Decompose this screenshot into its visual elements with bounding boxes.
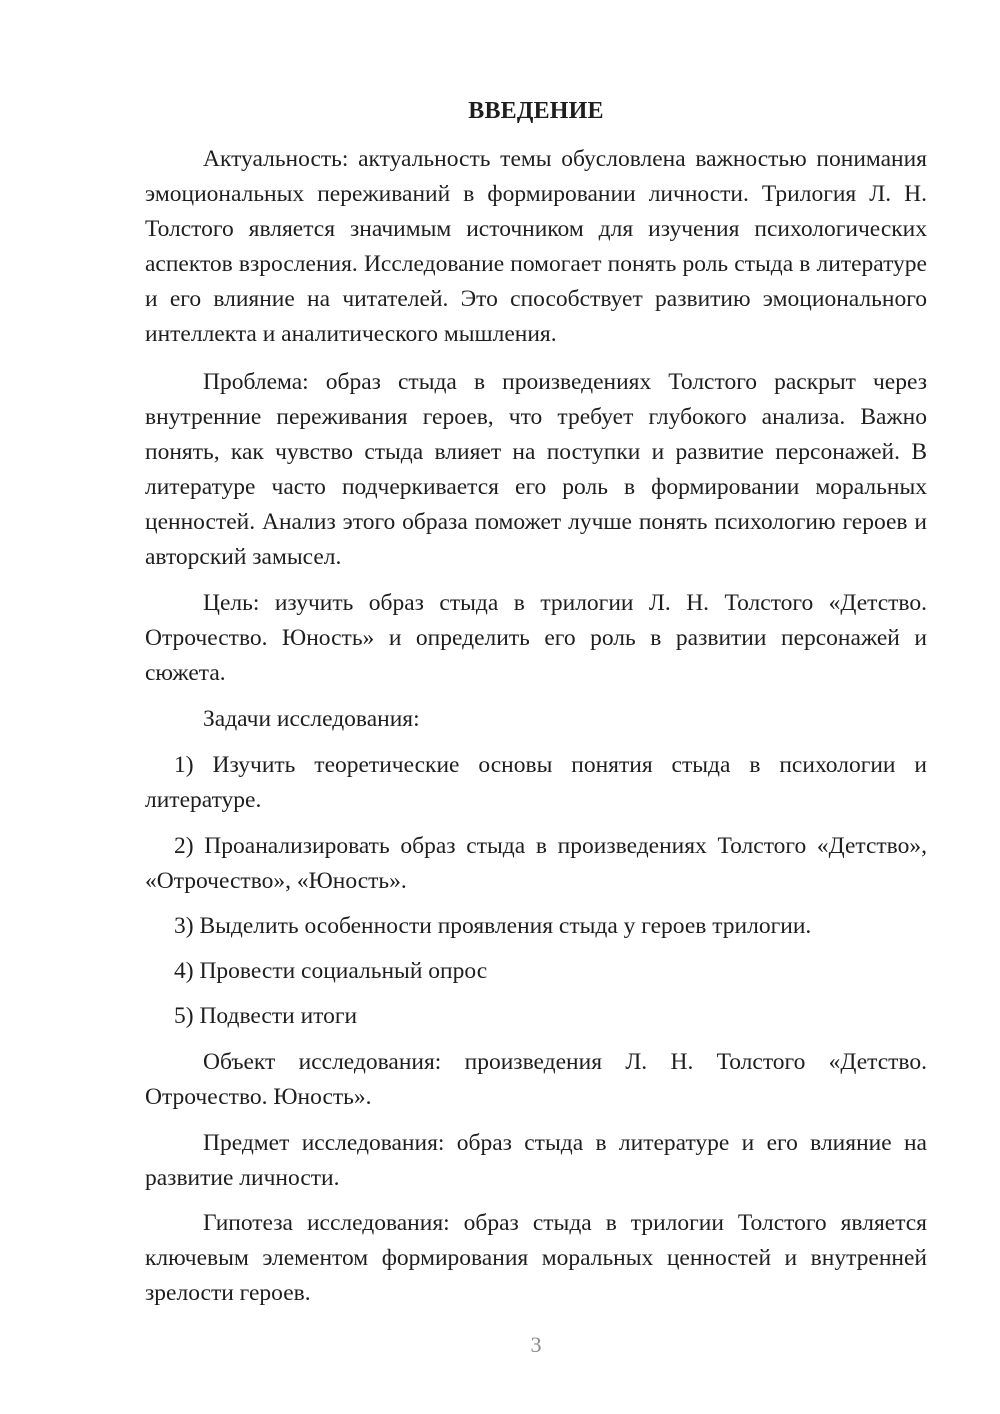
task-item-1: 1) Изучить теоретические основы понятия стыда в психологии и литературе.: [145, 752, 927, 813]
page-number: 3: [530, 1332, 542, 1357]
task-item-2: 2) Проанализировать образ стыда в произведениях Толстого «Детство», «Отрочество», «Юность».: [145, 833, 927, 894]
problem-paragraph: Проблема: образ стыда в произведениях Толстого раскрыт через внутренние переживания героев, что требует глубокого анализа. Важно понять, как чувство стыда влияет на поступки и развитие персонажей. В литературе часто подчеркивается его роль в формировании моральных ценностей. Анализ этого образа поможет лучше понять психологию героев и авторский замысел.: [145, 369, 927, 570]
tasks-heading: Задачи исследования:: [203, 706, 420, 732]
page-title: ВВЕДЕНИЕ: [468, 98, 604, 124]
task-item-5: 5) Подвести итоги: [174, 1003, 358, 1029]
relevance-paragraph: Актуальность: актуальность темы обусловлена важностью понимания эмоциональных переживаний в формировании личности. Трилогия Л. Н. Толстого является значимым источником для изучения психологических аспектов взросления. Исследование помогает понять роль стыда в литературе и его влияние на читателей. Это способствует развитию эмоционального интеллекта и аналитического мышления.: [145, 146, 927, 347]
task-item-4: 4) Провести социальный опрос: [174, 958, 488, 984]
subject-paragraph: Предмет исследования: образ стыда в литературе и его влияние на развитие личности.: [145, 1130, 927, 1191]
goal-paragraph: Цель: изучить образ стыда в трилогии Л. Н. Толстого «Детство. Отрочество. Юность» и определить его роль в развитии персонажей и сюжета.: [145, 590, 927, 686]
object-paragraph: Объект исследования: произведения Л. Н. Толстого «Детство. Отрочество. Юность».: [145, 1049, 927, 1110]
hypothesis-paragraph: Гипотеза исследования: образ стыда в трилогии Толстого является ключевым элементом формирования моральных ценностей и внутренней зрелости героев.: [145, 1210, 927, 1306]
task-item-3: 3) Выделить особенности проявления стыда у героев трилогии.: [174, 913, 812, 939]
